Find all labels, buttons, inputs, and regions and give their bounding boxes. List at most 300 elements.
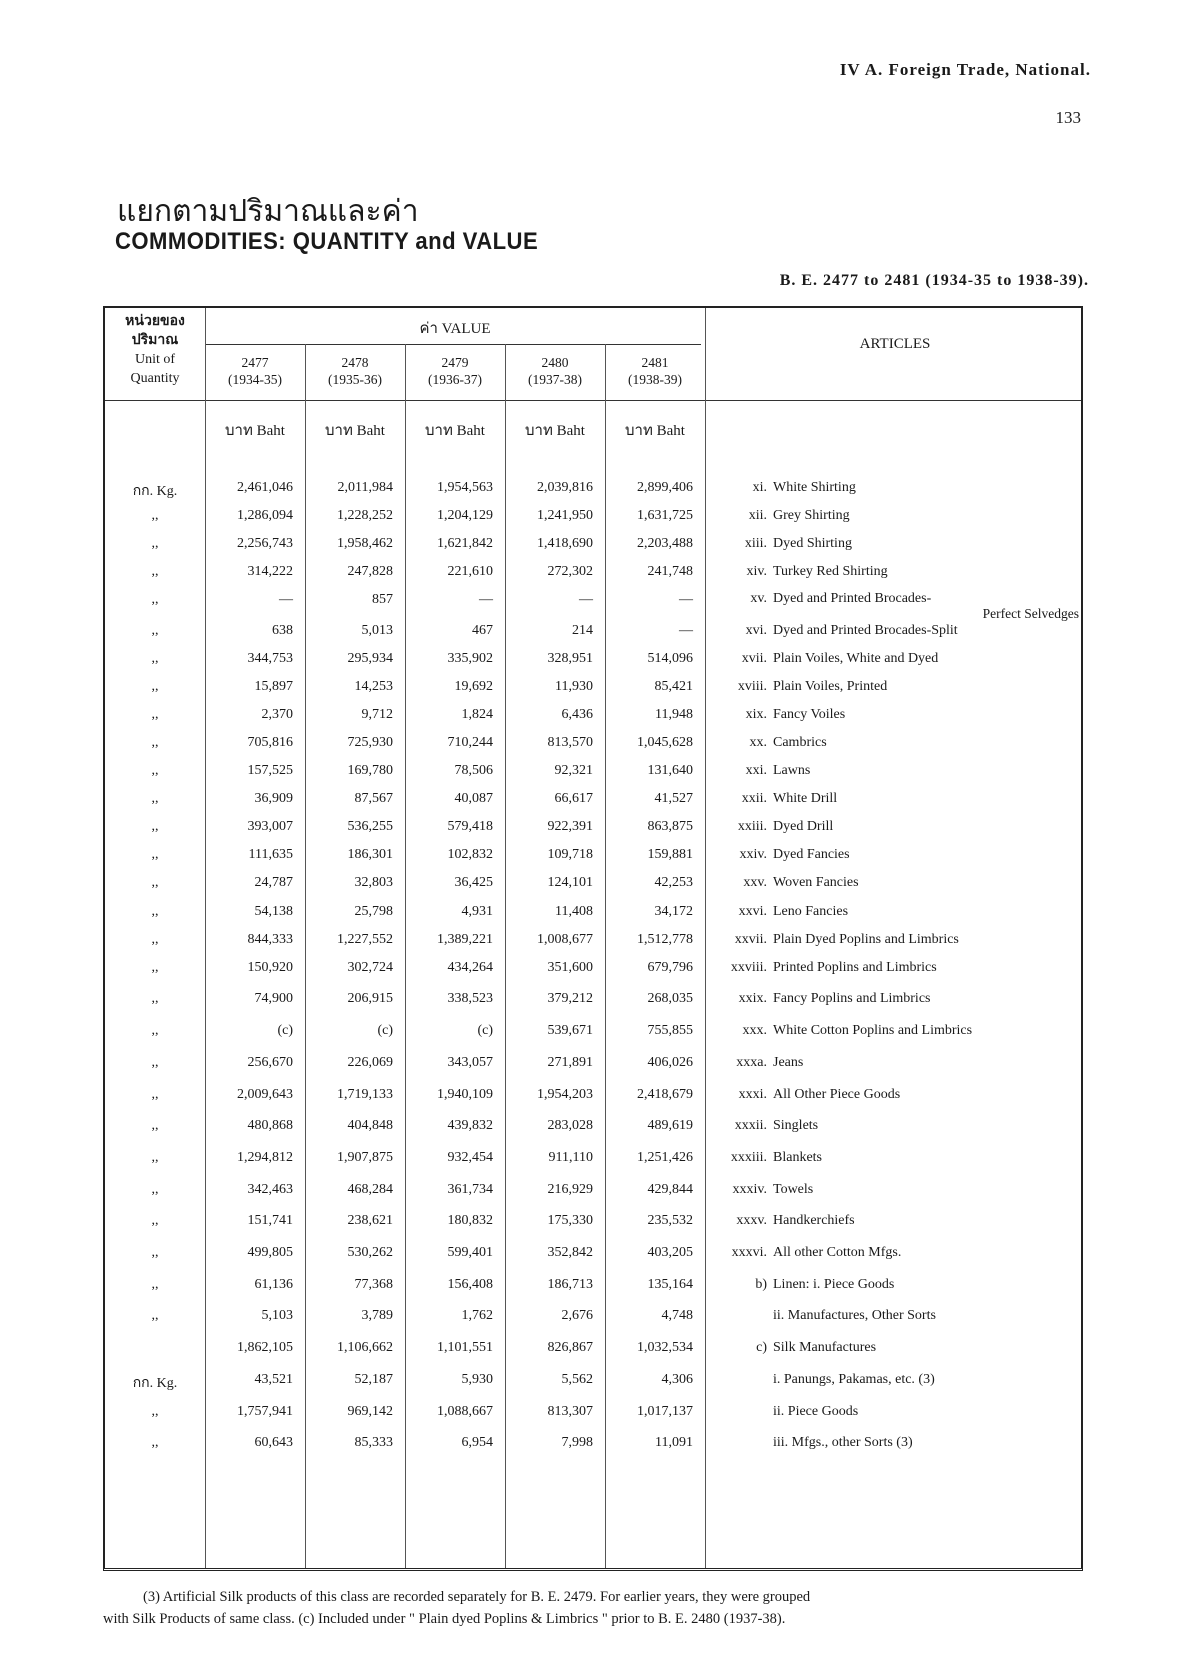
article-label: i. Panungs, Pakamas, etc. (3): [773, 1372, 935, 1387]
article-number: xxxvi.: [731, 1245, 767, 1260]
article-number: xxv.: [743, 875, 767, 890]
year-be: 2481: [641, 355, 669, 370]
table-row: [105, 875, 1085, 903]
header-divider: [105, 400, 1081, 401]
article-cell: [705, 932, 1085, 948]
article-number: xxvii.: [734, 932, 767, 947]
unit-cell: ,,: [151, 932, 159, 947]
article-cell: [705, 679, 1085, 695]
article-number: xv.: [750, 591, 767, 606]
article-number: xii.: [748, 508, 767, 523]
unit-cell: ,,: [151, 875, 159, 890]
value-cell: 351,600: [547, 960, 593, 975]
unit-heading: [105, 308, 205, 388]
value-cell: 247,828: [347, 564, 393, 579]
value-cell: 1,228,252: [337, 508, 393, 523]
value-cell: 85,421: [654, 679, 693, 694]
unit-cell: ,,: [151, 991, 159, 1006]
value-cell: (c): [277, 1023, 293, 1038]
value-cell: 135,164: [647, 1277, 693, 1292]
value-cell: 1,954,203: [537, 1087, 593, 1102]
value-cell: 151,741: [247, 1213, 293, 1228]
article-label: Blankets: [773, 1150, 822, 1165]
article-number: xxx.: [742, 1023, 767, 1038]
value-cell: 4,306: [661, 1372, 693, 1387]
value-cell: 2,461,046: [237, 480, 293, 495]
table-row: [105, 1404, 1085, 1432]
value-cell: 2,011,984: [337, 480, 393, 495]
year-ad: (1935-36): [328, 372, 382, 387]
article-cell: [705, 1277, 1085, 1293]
article-number: xxxiii.: [730, 1150, 767, 1165]
value-cell: 1,204,129: [437, 508, 493, 523]
value-cell: 1,227,552: [337, 932, 393, 947]
year-heading: [305, 354, 405, 388]
article-cell: [705, 875, 1085, 891]
column-divider: [205, 308, 206, 1568]
table-row: [105, 536, 1085, 564]
article-number: xxvi.: [738, 904, 767, 919]
article-label: Dyed Drill: [773, 819, 834, 834]
year-heading: [205, 354, 305, 388]
value-cell: 1,757,941: [237, 1404, 293, 1419]
table-row: [105, 679, 1085, 707]
article-label: Handkerchiefs: [773, 1213, 855, 1228]
value-cell: 379,212: [547, 991, 593, 1006]
article-number: xi.: [752, 480, 767, 495]
value-cell: 1,286,094: [237, 508, 293, 523]
article-cell: [705, 1087, 1085, 1103]
value-cell: 755,855: [647, 1023, 693, 1038]
value-cell: 25,798: [354, 904, 393, 919]
value-cell: 403,205: [647, 1245, 693, 1260]
value-cell: 92,321: [554, 763, 593, 778]
value-cell: 169,780: [347, 763, 393, 778]
article-cell: [705, 1182, 1085, 1198]
footnote: [103, 1586, 1083, 1630]
value-cell: 2,418,679: [637, 1087, 693, 1102]
value-cell: 11,948: [655, 707, 693, 722]
column-divider: [305, 344, 306, 1568]
article-number: xxi.: [745, 763, 767, 778]
value-cell: 539,671: [547, 1023, 593, 1038]
value-cell: 1,045,628: [637, 735, 693, 750]
article-label: Plain Voiles, Printed: [773, 679, 888, 694]
value-cell: 7,998: [561, 1435, 593, 1450]
value-cell: 87,567: [354, 791, 393, 806]
table-row: [105, 1118, 1085, 1146]
article-label: Plain Dyed Poplins and Limbrics: [773, 932, 959, 947]
value-cell: 4,748: [661, 1308, 693, 1323]
value-cell: —: [679, 623, 693, 638]
unit-cell: ,,: [151, 1245, 159, 1260]
article-label: White Shirting: [773, 480, 856, 495]
article-label: Cambrics: [773, 735, 827, 750]
unit-cell: ,,: [151, 508, 159, 523]
unit-cell: ,,: [151, 819, 159, 834]
value-cell: 302,724: [347, 960, 393, 975]
article-number: xix.: [745, 707, 767, 722]
value-cell: 5,013: [361, 623, 393, 638]
value-cell: 338,523: [447, 991, 493, 1006]
value-cell: 710,244: [447, 735, 493, 750]
article-number: xvii.: [741, 651, 767, 666]
currency-label: บาท Baht: [625, 423, 685, 439]
value-cell: 150,920: [247, 960, 293, 975]
article-cell: [705, 819, 1085, 835]
value-cell: 2,039,816: [537, 480, 593, 495]
value-cell: 157,525: [247, 763, 293, 778]
value-cell: 813,307: [547, 1404, 593, 1419]
article-cell: [705, 1340, 1085, 1356]
value-cell: 111,635: [248, 847, 293, 862]
value-cell: 705,816: [247, 735, 293, 750]
table-row: [105, 1340, 1085, 1368]
unit-cell: ,,: [151, 791, 159, 806]
unit-cell: ,,: [151, 536, 159, 551]
value-cell: 352,842: [547, 1245, 593, 1260]
currency-label: บาท Baht: [525, 423, 585, 439]
value-cell: 1,954,563: [437, 480, 493, 495]
value-cell: 124,101: [547, 875, 593, 890]
value-cell: 1,824: [461, 707, 493, 722]
value-cell: 1,907,875: [337, 1150, 393, 1165]
unit-cell: ,,: [151, 960, 159, 975]
table-row: [105, 735, 1085, 763]
article-label: Woven Fancies: [773, 875, 859, 890]
value-cell: 256,670: [247, 1055, 293, 1070]
article-number: xiii.: [744, 536, 767, 551]
year-heading: [405, 354, 505, 388]
value-cell: 175,330: [547, 1213, 593, 1228]
table-row: [105, 1213, 1085, 1241]
value-cell: 429,844: [647, 1182, 693, 1197]
value-cell: 66,617: [554, 791, 593, 806]
value-cell: 911,110: [548, 1150, 593, 1165]
value-cell: 1,101,551: [437, 1340, 493, 1355]
table-row: [105, 1308, 1085, 1336]
value-cell: 404,848: [347, 1118, 393, 1133]
article-label: ii. Manufactures, Other Sorts: [773, 1308, 936, 1323]
value-cell: 1,631,725: [637, 508, 693, 523]
year-heading: [505, 354, 605, 388]
value-cell: 1,017,137: [637, 1404, 693, 1419]
value-cell: 844,333: [247, 932, 293, 947]
value-cell: 4,931: [461, 904, 493, 919]
unit-cell: ,,: [151, 735, 159, 750]
title-thai: แยกตามปริมาณและค่า: [117, 194, 419, 229]
value-cell: 1,418,690: [537, 536, 593, 551]
year-be: 2479: [441, 355, 469, 370]
year-be: 2480: [541, 355, 569, 370]
article-cell: [705, 960, 1085, 976]
value-cell: 42,253: [654, 875, 693, 890]
article-label: Dyed Fancies: [773, 847, 850, 862]
article-label: iii. Mfgs., other Sorts (3): [773, 1435, 913, 1450]
article-cell: [705, 1308, 1085, 1324]
unit-cell: ,,: [151, 1277, 159, 1292]
article-number: b): [755, 1277, 767, 1292]
value-cell: 406,026: [647, 1055, 693, 1070]
article-cell: [705, 564, 1085, 580]
article-label: Turkey Red Shirting: [773, 564, 888, 579]
value-cell: 109,718: [547, 847, 593, 862]
value-cell: 14,253: [354, 679, 393, 694]
table-row: [105, 763, 1085, 791]
value-cell: 6,954: [461, 1435, 493, 1450]
table-row: [105, 1435, 1085, 1463]
value-cell: 1,940,109: [437, 1087, 493, 1102]
value-cell: 11,091: [655, 1435, 693, 1450]
year-ad: (1938-39): [628, 372, 682, 387]
value-cell: 180,832: [447, 1213, 493, 1228]
table-row: [105, 651, 1085, 679]
value-cell: 5,562: [561, 1372, 593, 1387]
table-row: [105, 480, 1085, 508]
article-label: Linen: i. Piece Goods: [773, 1277, 895, 1292]
unit-cell: ,,: [151, 1087, 159, 1102]
value-cell: 826,867: [547, 1340, 593, 1355]
article-number: xxix.: [738, 991, 767, 1006]
value-cell: 2,899,406: [637, 480, 693, 495]
value-cell: 271,891: [547, 1055, 593, 1070]
article-cell: [705, 735, 1085, 751]
article-cell: [705, 1118, 1085, 1134]
currency-label: บาท Baht: [425, 423, 485, 439]
value-cell: 536,255: [347, 819, 393, 834]
value-cell: 238,621: [347, 1213, 393, 1228]
article-cell: [705, 707, 1085, 723]
article-number: xxiv.: [739, 847, 767, 862]
section-heading: IV A. Foreign Trade, National.: [839, 60, 1091, 79]
unit-cell: ,,: [151, 1055, 159, 1070]
value-cell: 1,241,950: [537, 508, 593, 523]
article-cell: [705, 847, 1085, 863]
table-row: [105, 1055, 1085, 1083]
article-number: xxii.: [741, 791, 767, 806]
unit-heading-en-1: Unit of: [134, 352, 176, 367]
value-cell: 159,881: [647, 847, 693, 862]
commodities-table: [103, 306, 1083, 1571]
article-number: xxiii.: [737, 819, 767, 834]
value-cell: (c): [377, 1023, 393, 1038]
article-label: White Cotton Poplins and Limbrics: [773, 1023, 973, 1038]
article-label-continued: Perfect Selvedges: [982, 606, 1079, 621]
page-number: 133: [1055, 108, 1081, 127]
article-label: Lawns: [773, 763, 811, 778]
article-label: Printed Poplins and Limbrics: [773, 960, 937, 975]
value-cell: 43,521: [254, 1372, 293, 1387]
value-cell: 32,803: [354, 875, 393, 890]
currency-label: บาท Baht: [325, 423, 385, 439]
value-subdivider: [205, 344, 701, 345]
value-cell: 499,805: [247, 1245, 293, 1260]
value-cell: 15,897: [254, 679, 293, 694]
value-cell: 1,251,426: [637, 1150, 693, 1165]
column-divider: [405, 344, 406, 1568]
article-cell: [705, 536, 1085, 552]
value-cell: 216,929: [547, 1182, 593, 1197]
table-row: [105, 1023, 1085, 1051]
value-cell: 1,719,133: [337, 1087, 393, 1102]
unit-cell: กก. Kg.: [132, 1376, 178, 1391]
table-row: [105, 932, 1085, 960]
value-cell: 932,454: [447, 1150, 493, 1165]
value-cell: 36,909: [254, 791, 293, 806]
article-label: All other Cotton Mfgs.: [773, 1245, 902, 1260]
table-row: [105, 991, 1085, 1019]
unit-cell: กก. Kg.: [132, 484, 178, 499]
article-cell: [705, 904, 1085, 920]
value-heading: ค่า VALUE: [419, 321, 491, 337]
table-row: [105, 508, 1085, 536]
article-label: All Other Piece Goods: [773, 1087, 901, 1102]
article-number: xxviii.: [730, 960, 767, 975]
year-ad: (1934-35): [228, 372, 282, 387]
value-cell: 434,264: [447, 960, 493, 975]
table-row: [105, 847, 1085, 875]
value-cell: 343,057: [447, 1055, 493, 1070]
value-cell: 102,832: [447, 847, 493, 862]
value-cell: 235,532: [647, 1213, 693, 1228]
value-cell: 638: [272, 623, 293, 638]
value-cell: 314,222: [247, 564, 293, 579]
value-cell: 214: [572, 623, 593, 638]
year-ad: (1936-37): [428, 372, 482, 387]
table-row: [105, 1277, 1085, 1305]
value-cell: 272,302: [547, 564, 593, 579]
article-cell: [705, 1245, 1085, 1261]
article-number: xxxiv.: [732, 1182, 767, 1197]
article-cell: [705, 763, 1085, 779]
value-cell: 530,262: [347, 1245, 393, 1260]
article-number: xxxi.: [738, 1087, 767, 1102]
value-cell: 467: [472, 623, 493, 638]
column-divider: [705, 308, 706, 1568]
value-cell: 489,619: [647, 1118, 693, 1133]
unit-cell: ,,: [151, 592, 159, 607]
table-row: [105, 623, 1085, 651]
article-label: White Drill: [773, 791, 838, 806]
table-row: [105, 1372, 1085, 1400]
value-cell: 52,187: [354, 1372, 393, 1387]
article-label: Dyed and Printed Brocades-Split: [773, 623, 958, 638]
article-label: Towels: [773, 1182, 814, 1197]
value-cell: 857: [372, 592, 393, 607]
value-cell: 34,172: [654, 904, 693, 919]
article-number: xvi.: [745, 623, 767, 638]
value-cell: 54,138: [254, 904, 293, 919]
value-cell: 78,506: [454, 763, 493, 778]
table-row: [105, 564, 1085, 592]
unit-heading-en-2: Quantity: [130, 371, 180, 386]
unit-cell: ,,: [151, 651, 159, 666]
article-cell: [705, 1150, 1085, 1166]
value-cell: 283,028: [547, 1118, 593, 1133]
table-row: [105, 819, 1085, 847]
value-cell: —: [279, 592, 293, 607]
column-divider: [605, 344, 606, 1568]
article-label: Fancy Poplins and Limbrics: [773, 991, 931, 1006]
value-cell: 863,875: [647, 819, 693, 834]
value-cell: 36,425: [454, 875, 493, 890]
value-cell: 19,692: [454, 679, 493, 694]
value-cell: 328,951: [547, 651, 593, 666]
value-cell: 344,753: [247, 651, 293, 666]
footnote-line-1: (3) Artificial Silk products of this class are recorded separately for B. E. 2479. For earlier years, they were grouped: [143, 1589, 811, 1605]
table-row: [105, 1150, 1085, 1178]
value-cell: 40,087: [454, 791, 493, 806]
year-be: 2477: [241, 355, 269, 370]
article-number: xxxii.: [734, 1118, 767, 1133]
unit-cell: ,,: [151, 1118, 159, 1133]
value-cell: 599,401: [447, 1245, 493, 1260]
unit-cell: ,,: [151, 847, 159, 862]
year-ad: (1937-38): [528, 372, 582, 387]
value-cell: 11,930: [555, 679, 593, 694]
table-row: [105, 707, 1085, 735]
article-label: Leno Fancies: [773, 904, 849, 919]
value-cell: 1,958,462: [337, 536, 393, 551]
value-cell: 60,643: [254, 1435, 293, 1450]
unit-cell: ,,: [151, 1023, 159, 1038]
unit-cell: ,,: [151, 1182, 159, 1197]
value-cell: 11,408: [555, 904, 593, 919]
table-row: [105, 1182, 1085, 1210]
value-cell: 342,463: [247, 1182, 293, 1197]
value-cell: 2,009,643: [237, 1087, 293, 1102]
value-cell: 1,032,534: [637, 1340, 693, 1355]
article-label: Fancy Voiles: [773, 707, 846, 722]
articles-heading: ARTICLES: [859, 336, 931, 352]
value-cell: 74,900: [254, 991, 293, 1006]
article-cell: [705, 508, 1085, 524]
value-cell: 41,527: [654, 791, 693, 806]
value-cell: 439,832: [447, 1118, 493, 1133]
article-label: Silk Manufactures: [773, 1340, 877, 1355]
value-cell: 468,284: [347, 1182, 393, 1197]
value-cell: 131,640: [647, 763, 693, 778]
table-row: [105, 904, 1085, 932]
value-cell: 1,294,812: [237, 1150, 293, 1165]
value-cell: 5,930: [461, 1372, 493, 1387]
article-label: Singlets: [773, 1118, 819, 1133]
article-cell: [705, 791, 1085, 807]
table-row: [105, 1087, 1085, 1115]
article-number: xx.: [749, 735, 767, 750]
article-label: Dyed and Printed Brocades-: [773, 591, 932, 606]
year-heading: [605, 354, 705, 388]
article-cell: [705, 1372, 1085, 1388]
article-cell: [705, 1213, 1085, 1229]
unit-heading-thai-2: ปริมาณ: [131, 332, 179, 348]
value-cell: 969,142: [347, 1404, 393, 1419]
article-cell: [705, 480, 1085, 496]
article-number: xiv.: [746, 564, 767, 579]
unit-cell: ,,: [151, 904, 159, 919]
value-cell: 813,570: [547, 735, 593, 750]
value-cell: 2,370: [261, 707, 293, 722]
table-row: [105, 592, 1085, 620]
unit-heading-thai-1: หน่วยของ: [125, 313, 185, 329]
unit-cell: ,,: [151, 763, 159, 778]
column-divider: [505, 344, 506, 1568]
value-cell: 85,333: [354, 1435, 393, 1450]
value-cell: 2,256,743: [237, 536, 293, 551]
value-cell: 1,106,662: [337, 1340, 393, 1355]
article-cell: [705, 1023, 1085, 1039]
value-cell: 1,389,221: [437, 932, 493, 947]
